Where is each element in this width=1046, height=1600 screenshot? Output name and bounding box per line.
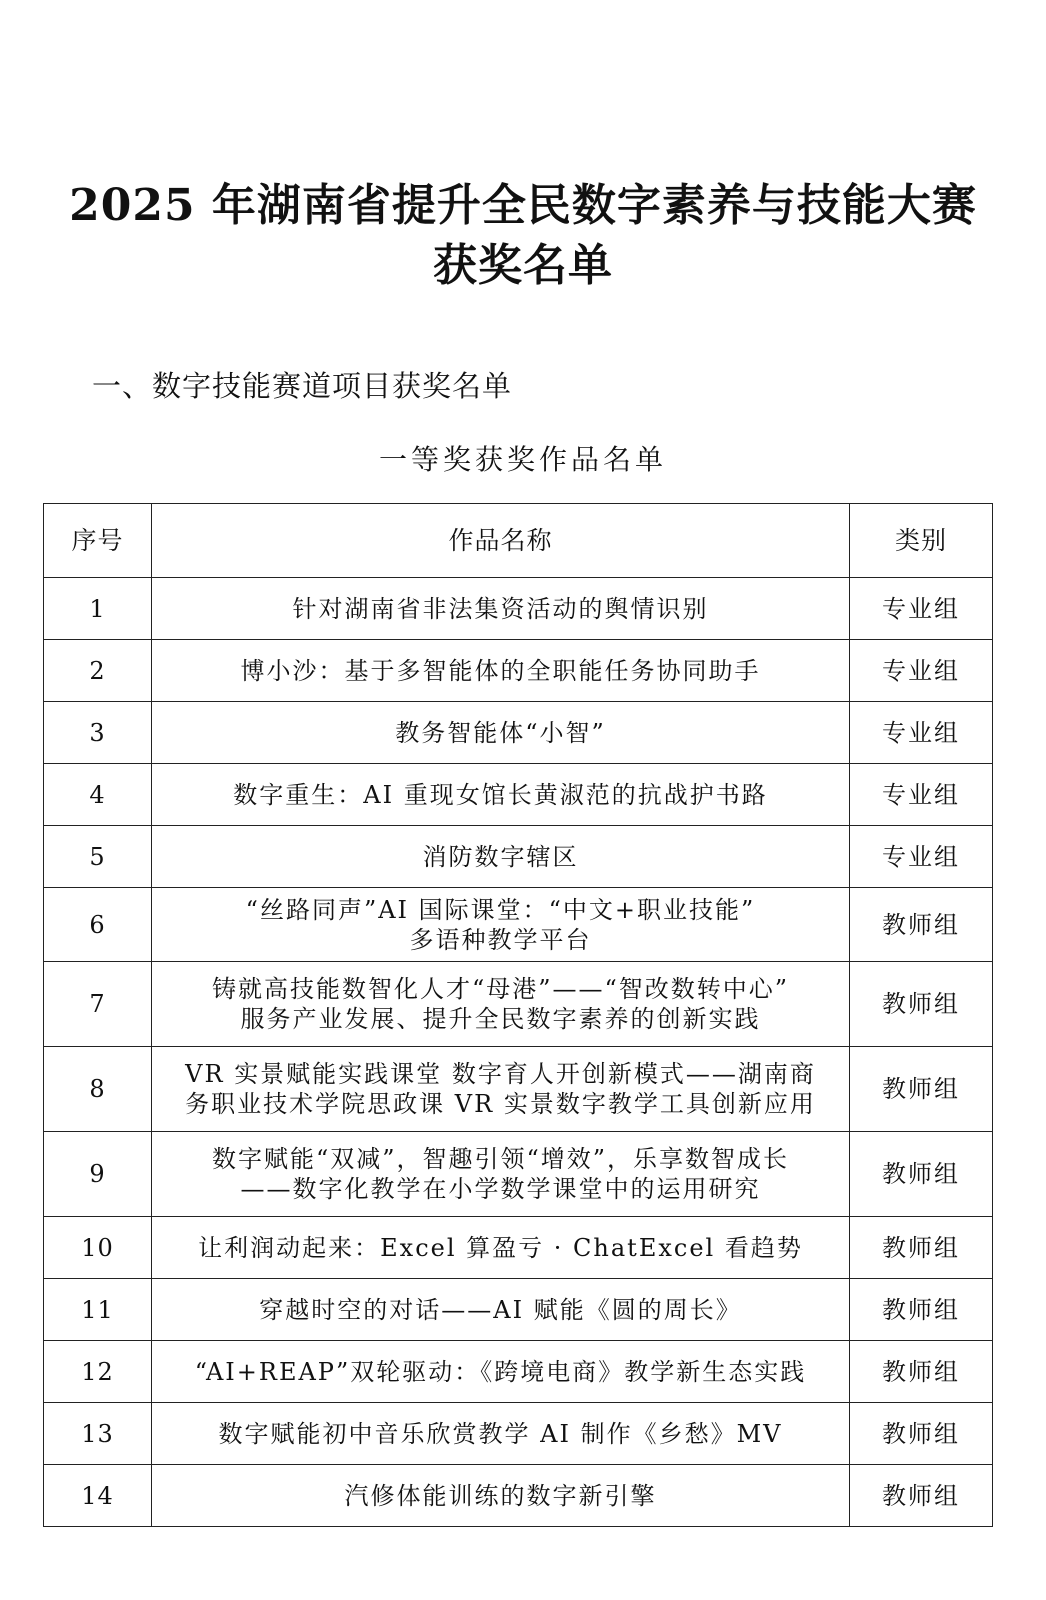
work-name-line: 教务智能体“小智” xyxy=(395,718,606,747)
document-title-line2: 获奖名单 xyxy=(433,240,613,291)
cell-serial: 2 xyxy=(44,640,152,702)
work-name-line: “AI+REAP”双轮驱动：《跨境电商》教学新生态实践 xyxy=(194,1357,807,1386)
cell-category: 教师组 xyxy=(850,1132,993,1217)
cell-category: 教师组 xyxy=(850,962,993,1047)
cell-category: 专业组 xyxy=(850,640,993,702)
work-name-line: 务职业技术学院思政课 VR 实景数字教学工具创新应用 xyxy=(185,1090,816,1118)
table-row xyxy=(44,1047,993,1132)
table-row xyxy=(44,826,993,888)
cell-serial: 6 xyxy=(44,888,152,962)
cell-work-name xyxy=(152,962,850,1047)
awards-table xyxy=(43,503,993,1527)
work-name-line: 数字重生：AI 重现女馆长黄淑范的抗战护书路 xyxy=(233,780,768,809)
table-row xyxy=(44,1341,993,1403)
work-name-line: 针对湖南省非法集资活动的舆情识别 xyxy=(292,594,709,623)
cell-category: 教师组 xyxy=(850,1217,993,1279)
cell-work-name xyxy=(152,1047,850,1132)
cell-category: 教师组 xyxy=(850,1465,993,1527)
cell-serial: 14 xyxy=(44,1465,152,1527)
table-caption: 一等奖获奖作品名单 xyxy=(378,443,667,476)
work-name-line: 数字赋能“双减”，智趣引领“增效”，乐享数智成长 xyxy=(211,1145,790,1173)
cell-work-name xyxy=(152,826,850,888)
work-name-line: 消防数字辖区 xyxy=(422,842,579,871)
cell-work-name xyxy=(152,702,850,764)
cell-work-name xyxy=(152,640,850,702)
cell-serial: 4 xyxy=(44,764,152,826)
cell-work-name xyxy=(152,1217,850,1279)
table-row xyxy=(44,702,993,764)
header-category: 类别 xyxy=(850,504,993,578)
cell-serial: 7 xyxy=(44,962,152,1047)
cell-work-name xyxy=(152,1132,850,1217)
work-name-line: 服务产业发展、提升全民数字素养的创新实践 xyxy=(240,1005,761,1033)
cell-work-name xyxy=(152,888,850,962)
table-row xyxy=(44,640,993,702)
work-name-line: 数字赋能初中音乐欣赏教学 AI 制作《乡愁》MV xyxy=(218,1419,783,1448)
table-row xyxy=(44,1217,993,1279)
cell-category: 专业组 xyxy=(850,702,993,764)
table-row xyxy=(44,962,993,1047)
work-name-line: VR 实景赋能实践课堂 数字育人开创新模式——湖南商 xyxy=(185,1060,816,1088)
table-row xyxy=(44,1465,993,1527)
cell-work-name xyxy=(152,1279,850,1341)
cell-category: 专业组 xyxy=(850,826,993,888)
cell-serial: 10 xyxy=(44,1217,152,1279)
work-name-line: 博小沙：基于多智能体的全职能任务协同助手 xyxy=(240,656,761,685)
section-heading: 一、数字技能赛道项目获奖名单 xyxy=(92,369,513,403)
work-name-line: 让利润动起来：Excel 算盈亏 · ChatExcel 看趋势 xyxy=(198,1233,803,1262)
work-name-line: 汽修体能训练的数字新引擎 xyxy=(344,1481,657,1510)
work-name-line: 多语种教学平台 xyxy=(409,925,592,954)
table-row xyxy=(44,888,993,962)
work-name-line: ——数字化教学在小学数学课堂中的运用研究 xyxy=(240,1175,761,1203)
cell-serial: 8 xyxy=(44,1047,152,1132)
work-name-line: 穿越时空的对话——AI 赋能《圆的周长》 xyxy=(259,1295,742,1324)
cell-serial: 5 xyxy=(44,826,152,888)
cell-serial: 9 xyxy=(44,1132,152,1217)
cell-work-name xyxy=(152,1341,850,1403)
cell-serial: 3 xyxy=(44,702,152,764)
table-row xyxy=(44,1132,993,1217)
cell-work-name xyxy=(152,1403,850,1465)
cell-category: 专业组 xyxy=(850,764,993,826)
header-serial: 序号 xyxy=(44,504,152,578)
header-work-name: 作品名称 xyxy=(152,504,850,578)
cell-category: 教师组 xyxy=(850,1279,993,1341)
table-row xyxy=(44,578,993,640)
cell-category: 教师组 xyxy=(850,1341,993,1403)
table-row xyxy=(44,764,993,826)
table-row xyxy=(44,1403,993,1465)
cell-category: 教师组 xyxy=(850,1047,993,1132)
cell-serial: 1 xyxy=(44,578,152,640)
table-header-row xyxy=(44,504,993,578)
cell-category: 专业组 xyxy=(850,578,993,640)
cell-serial: 11 xyxy=(44,1279,152,1341)
table-row xyxy=(44,1279,993,1341)
cell-work-name xyxy=(152,1465,850,1527)
cell-serial: 13 xyxy=(44,1403,152,1465)
cell-work-name xyxy=(152,578,850,640)
document-title-line1: 2025 年湖南省提升全民数字素养与技能大赛 xyxy=(69,180,977,231)
cell-serial: 12 xyxy=(44,1341,152,1403)
cell-work-name xyxy=(152,764,850,826)
cell-category: 教师组 xyxy=(850,888,993,962)
cell-category: 教师组 xyxy=(850,1403,993,1465)
work-name-line: “丝路同声”AI 国际课堂：“中文+职业技能” xyxy=(245,895,756,924)
work-name-line: 铸就高技能数智化人才“母港”——“智改数转中心” xyxy=(211,975,790,1003)
